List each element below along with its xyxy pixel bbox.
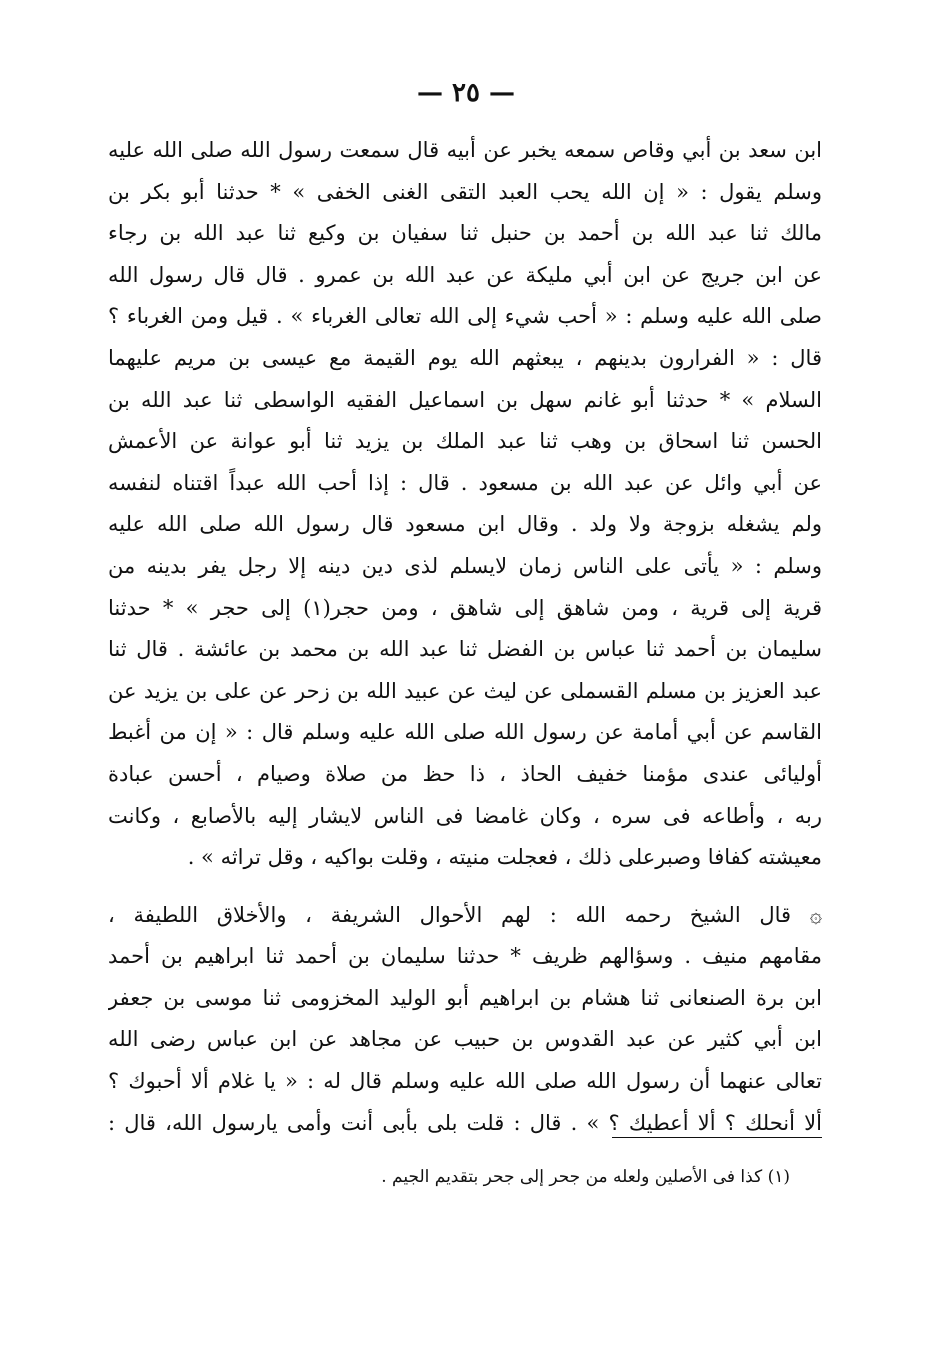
text-line: ۞ قال الشيخ رحمه الله : لهم الأحوال الشريفة ، والأخلاق اللطيفة ، bbox=[108, 902, 822, 927]
text-line: ابن سعد بن أبي وقاص سمعه يخبر عن أبيه قال سمعت رسول الله صلى الله عليه bbox=[108, 138, 822, 162]
text-line: سليمان بن أحمد ثنا عباس بن الفضل ثنا عبد الله بن محمد بن عائشة . قال ثنا bbox=[108, 637, 822, 662]
footnote: (١) كذا فى الأصلين ولعله من جحر إلى جحر بتقديم الجيم . bbox=[381, 1167, 790, 1187]
text-line: ابن برة الصنعانى ثنا هشام بن ابراهيم أبو الوليد المخزومى ثنا موسى بن جعفر bbox=[108, 985, 822, 1010]
text-line: عن ابن جريج عن ابن أبي مليكة عن عبد الله بن عمرو . قال قال رسول الله bbox=[108, 262, 822, 287]
text-line: وسلم : « يأتى على الناس زمان لايسلم لذى دين دينه إلا رجل يفر بدينه من bbox=[108, 553, 822, 578]
text-line: مالك ثنا عبد الله بن أحمد بن حنبل ثنا سفيان بن وكيع ثنا عبد الله بن رجاء bbox=[108, 221, 822, 246]
text-line: معيشته كفافا وصبرعلى ذلك ، فعجلت منيته ، وقلت بواكيه ، وقل تراثه » . bbox=[187, 845, 822, 870]
text-line: ألا أنحلك ؟ ألا أعطيك ؟ » . قال : قلت بلى بأبى أنت وأمى يارسول الله، قال : bbox=[108, 1110, 822, 1135]
text-line: عبد العزيز بن مسلم القسملى عن ليث عن عبيد الله بن زحر عن على بن يزيد عن bbox=[108, 678, 822, 703]
main-text bbox=[108, 130, 822, 1144]
text-line: القاسم عن أبي أمامة عن رسول الله صلى الله عليه وسلم قال : « إن من أغبط bbox=[108, 720, 822, 745]
text-line: صلى الله عليه وسلم : « أحب شيء إلى الله تعالى الغرباء » . قيل ومن الغرباء ؟ bbox=[108, 304, 822, 329]
page-number: — ٢٥ — bbox=[416, 78, 516, 108]
text-line: تعالى عنهما أن رسول الله صلى الله عليه وسلم قال له : « يا غلام ألا أحبوك ؟ bbox=[108, 1069, 822, 1094]
text-line: أوليائى عندى مؤمنا خفيف الحاذ ، ذا حظ من صلاة وصيام ، أحسن عبادة bbox=[108, 761, 822, 786]
text-line: وسلم يقول : « إن الله يحب العبد التقى الغنى الخفى » * حدثنا أبو بكر بن bbox=[108, 179, 822, 204]
text-line: ابن أبي كثير عن عبد القدوس بن حبيب عن مجاهد عن ابن عباس رضى الله bbox=[108, 1027, 822, 1052]
text-line: الحسن ثنا اسحاق بن وهب ثنا عبد الملك بن يزيد ثنا أبو عوانة عن الأعمش bbox=[108, 429, 822, 454]
paragraph-2 bbox=[108, 895, 822, 1145]
text-line: السلام » * حدثنا أبو غانم سهل بن اسماعيل الفقيه الواسطى ثنا عبد الله بن bbox=[108, 387, 822, 412]
text-line: ربه ، وأطاعه فى سره ، وكان غامضا فى الناس لايشار إليه بالأصابع ، وكانت bbox=[108, 803, 822, 828]
footnote-divider bbox=[612, 1137, 822, 1138]
paragraph-gap bbox=[108, 879, 822, 895]
text-line: عن أبي وائل عن عبد الله بن مسعود . قال : إذا أحب الله عبداً اقتناه لنفسه bbox=[108, 470, 822, 495]
text-line: مقامهم منيف . وسؤالهم ظريف * حدثنا سليمان بن أحمد ثنا ابراهيم بن أحمد bbox=[108, 944, 822, 969]
text-line: ولم يشغله بزوجة ولا ولد . وقال ابن مسعود قال رسول الله صلى الله عليه bbox=[108, 512, 822, 537]
text-line: قال : « الفرارون بدينهم ، يبعثهم الله يوم القيمة مع عيسى بن مريم عليهما bbox=[108, 345, 822, 370]
paragraph-1 bbox=[108, 130, 822, 879]
text-line: قرية إلى قرية ، ومن شاهق إلى شاهق ، ومن حجر(١) إلى حجر » * حدثنا bbox=[108, 595, 822, 620]
